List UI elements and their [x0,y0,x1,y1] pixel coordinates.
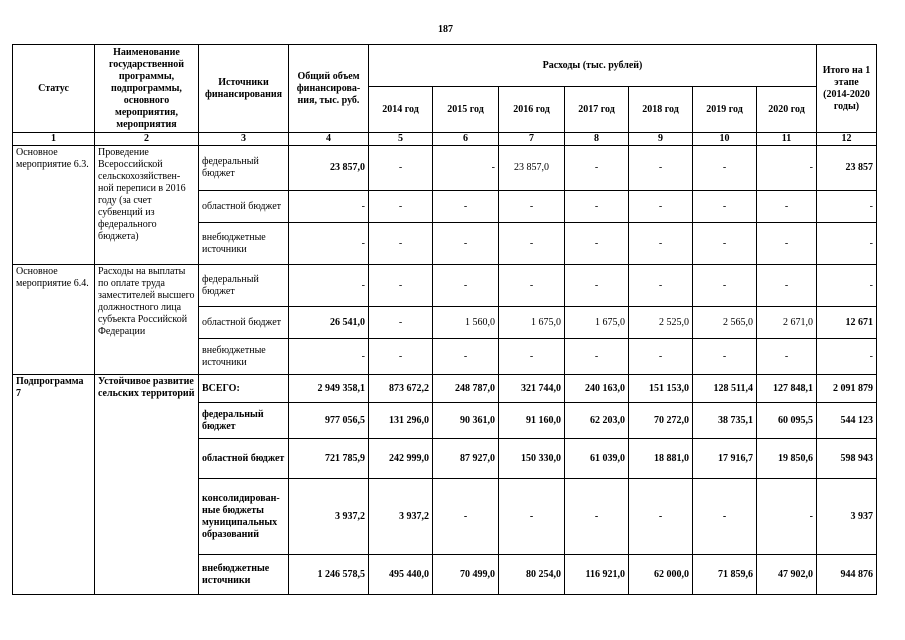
year-cell: - [693,191,757,223]
year-cell: - [629,265,693,307]
year-cell: 495 440,0 [369,555,433,595]
year-cell: - [565,146,629,191]
year-cell: 1 675,0 [499,307,565,339]
year-cell: - [693,223,757,265]
header-year: 2014 год [369,87,433,133]
header-year: 2019 год [693,87,757,133]
year-cell: 19 850,6 [757,439,817,479]
year-cell: - [433,146,499,191]
year-cell: 127 848,1 [757,375,817,403]
year-cell: 242 999,0 [369,439,433,479]
year-cell: 38 735,1 [693,403,757,439]
year-cell: 2 565,0 [693,307,757,339]
header-status: Статус [13,45,95,133]
year-cell: - [565,265,629,307]
stage-total-cell: 944 876 [817,555,877,595]
source-cell: федеральный бюджет [199,265,289,307]
total-cell: 26 541,0 [289,307,369,339]
year-cell: - [757,265,817,307]
status-cell: Основное мероприятие 6.4. [13,265,95,375]
total-cell: 3 937,2 [289,479,369,555]
total-cell: 23 857,0 [289,146,369,191]
header-stage-total: Итого на 1 этапе (2014-2020 годы) [817,45,877,133]
source-cell: федеральный бюджет [199,403,289,439]
source-cell: внебюджетные источники [199,555,289,595]
year-cell: 116 921,0 [565,555,629,595]
year-cell: 151 153,0 [629,375,693,403]
source-cell: консолидирован-ные бюджеты муниципальных образований [199,479,289,555]
expenses-table [12,44,877,595]
total-cell: 977 056,5 [289,403,369,439]
total-cell: - [289,191,369,223]
year-cell: 873 672,2 [369,375,433,403]
stage-total-cell: - [817,191,877,223]
stage-total-cell: 2 091 879 [817,375,877,403]
year-cell: - [629,146,693,191]
column-number: 2 [95,133,199,146]
year-cell: - [433,223,499,265]
source-cell: федеральный бюджет [199,146,289,191]
year-cell: 91 160,0 [499,403,565,439]
column-number-row [13,133,877,146]
year-cell: - [565,479,629,555]
year-cell: - [499,265,565,307]
year-cell: 70 272,0 [629,403,693,439]
year-cell: 3 937,2 [369,479,433,555]
year-cell: 71 859,6 [693,555,757,595]
column-number: 10 [693,133,757,146]
name-cell: Устойчивое развитие сельских территорий [95,375,199,595]
year-cell: 62 000,0 [629,555,693,595]
year-cell: - [433,479,499,555]
source-cell: областной бюджет [199,439,289,479]
header-year: 2017 год [565,87,629,133]
year-cell: - [757,339,817,375]
year-cell: - [433,265,499,307]
year-cell: - [369,307,433,339]
year-cell: 321 744,0 [499,375,565,403]
year-cell: - [433,339,499,375]
name-cell: Проведение Всероссийской сельскохозяйствен-ной переписи в 2016 году (за счет субвенций из федерального бюджета) [95,146,199,265]
year-cell: 87 927,0 [433,439,499,479]
column-number: 1 [13,133,95,146]
column-number: 11 [757,133,817,146]
year-cell: - [433,191,499,223]
year-cell: 80 254,0 [499,555,565,595]
year-cell: - [499,479,565,555]
column-number: 4 [289,133,369,146]
total-cell: 721 785,9 [289,439,369,479]
total-cell: - [289,265,369,307]
year-cell: - [369,146,433,191]
stage-total-cell: 598 943 [817,439,877,479]
table-row [13,265,877,307]
year-cell: - [693,339,757,375]
column-number: 6 [433,133,499,146]
source-cell: внебюджетные источники [199,223,289,265]
year-cell: - [757,479,817,555]
source-cell: областной бюджет [199,307,289,339]
stage-total-cell: 3 937 [817,479,877,555]
year-cell: - [369,223,433,265]
stage-total-cell: - [817,223,877,265]
year-cell: 1 560,0 [433,307,499,339]
year-cell: 61 039,0 [565,439,629,479]
year-cell: - [693,265,757,307]
column-number: 12 [817,133,877,146]
year-cell: 18 881,0 [629,439,693,479]
year-cell: - [499,223,565,265]
source-cell: областной бюджет [199,191,289,223]
status-cell: Подпрограмма 7 [13,375,95,595]
year-cell: - [757,223,817,265]
year-cell: - [499,191,565,223]
year-cell: 17 916,7 [693,439,757,479]
year-cell: 2 671,0 [757,307,817,339]
total-cell: - [289,223,369,265]
year-cell: 128 511,4 [693,375,757,403]
year-cell: 90 361,0 [433,403,499,439]
column-number: 3 [199,133,289,146]
column-number: 5 [369,133,433,146]
column-number: 7 [499,133,565,146]
year-cell: - [693,479,757,555]
year-cell: - [499,339,565,375]
year-cell: 248 787,0 [433,375,499,403]
year-cell: 23 857,0 [499,146,565,191]
header-total-volume: Общий объем финансирова-ния, тыс. руб. [289,45,369,133]
stage-total-cell: 544 123 [817,403,877,439]
column-number: 9 [629,133,693,146]
year-cell: - [629,223,693,265]
year-cell: - [369,265,433,307]
total-cell: 1 246 578,5 [289,555,369,595]
year-cell: - [369,339,433,375]
column-number: 8 [565,133,629,146]
status-cell: Основное мероприятие 6.3. [13,146,95,265]
year-cell: - [565,191,629,223]
total-cell: 2 949 358,1 [289,375,369,403]
year-cell: - [757,146,817,191]
year-cell: 240 163,0 [565,375,629,403]
year-cell: - [629,191,693,223]
year-cell: 60 095,5 [757,403,817,439]
table-row [13,146,877,191]
year-cell: - [565,339,629,375]
table-row [13,375,877,403]
year-cell: 70 499,0 [433,555,499,595]
year-cell: - [693,146,757,191]
year-cell: - [565,223,629,265]
year-cell: - [629,339,693,375]
source-cell: внебюджетные источники [199,339,289,375]
stage-total-cell: 23 857 [817,146,877,191]
stage-total-cell: - [817,265,877,307]
header-name: Наименование государственной программы, подпрограммы, основного мероприятия, мероприятия [95,45,199,133]
year-cell: 150 330,0 [499,439,565,479]
header-expenses: Расходы (тыс. рублей) [369,45,817,87]
year-cell: 131 296,0 [369,403,433,439]
year-cell: 62 203,0 [565,403,629,439]
stage-total-cell: - [817,339,877,375]
year-cell: - [629,479,693,555]
year-cell: 47 902,0 [757,555,817,595]
year-cell: - [369,191,433,223]
header-sources: Источники финансирования [199,45,289,133]
year-cell: - [757,191,817,223]
year-cell: 1 675,0 [565,307,629,339]
header-year: 2020 год [757,87,817,133]
header-year: 2016 год [499,87,565,133]
header-year: 2018 год [629,87,693,133]
page-number: 187 [438,24,453,35]
source-cell: ВСЕГО: [199,375,289,403]
header-year: 2015 год [433,87,499,133]
stage-total-cell: 12 671 [817,307,877,339]
name-cell: Расходы на выплаты по оплате труда заместителей высшего должностного лица субъекта Российской Федерации [95,265,199,375]
year-cell: 2 525,0 [629,307,693,339]
total-cell: - [289,339,369,375]
